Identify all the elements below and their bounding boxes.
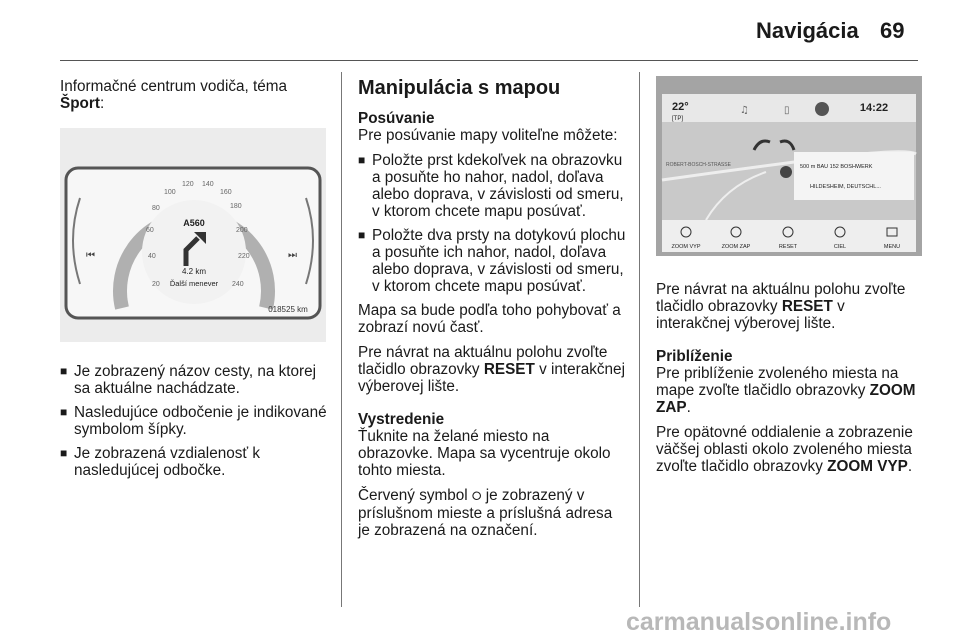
column-3	[656, 76, 922, 475]
spacer	[656, 332, 922, 348]
list-item: ■ Je zobrazená vzdialenosť k nasledujúcej odbočke.	[60, 445, 328, 479]
cluster-tick: 20	[152, 281, 160, 288]
zoom-out-paragraph	[656, 424, 922, 475]
reset-text: Pre návrat na aktuálnu polohu zvoľte tlačidlo obrazovky	[656, 281, 906, 315]
reset-text-end: v interakčnej výberovej lište.	[656, 298, 845, 332]
page-number: 69	[880, 18, 905, 43]
zoom-in-paragraph	[656, 365, 922, 416]
reset-paragraph	[358, 344, 626, 395]
column-2	[358, 76, 626, 539]
cluster-tick: 240	[232, 281, 244, 288]
nav-icon: ♫	[740, 105, 749, 116]
subheading-posuvanie: Posúvanie	[358, 110, 435, 127]
target-circle-icon: ⭘	[471, 489, 482, 503]
list-item: ■ Položte prst kdekoľvek na obrazovku a posuňte ho nahor, nadol, doľava alebo doprava, v závislosti od smeru, v ktorom chcete mapu posúvať.	[358, 152, 626, 220]
cluster-tick: 200	[236, 227, 248, 234]
column-divider-left	[341, 72, 342, 607]
watermark: carmanualsonline.info	[626, 608, 892, 636]
cluster-tick: 60	[146, 227, 154, 234]
reset-button-label: RESET	[781, 298, 833, 315]
cluster-road-name: A560	[183, 218, 205, 228]
nav-tp-label: [TP]	[672, 116, 684, 122]
spacer	[358, 395, 626, 411]
zoom-in-text: Pre priblíženie zvoleného miesta na mape zvoľte tlačidlo obrazovky	[656, 365, 899, 399]
column-divider-right	[639, 72, 640, 607]
spacer	[656, 416, 922, 424]
cluster-tick: 100	[164, 189, 176, 196]
nav-temperature: 22°	[672, 101, 689, 113]
cluster-intro-text: Informačné centrum vodiča, téma	[60, 78, 288, 95]
zoom-in-button[interactable]: ZOOM ZAP	[721, 244, 751, 250]
map-move-text: Mapa sa bude podľa toho pohybovať a zobrazí novú časť.	[358, 302, 621, 336]
list-item: ■ Je zobrazený názov cesty, na ktorej sa aktuálne nachádzate.	[60, 363, 328, 397]
reset-button[interactable]: RESET	[778, 244, 798, 250]
cluster-tick: 40	[148, 253, 156, 260]
zoom-in-text-end: .	[686, 399, 691, 416]
red-symbol-text: Červený symbol	[358, 487, 468, 504]
list-item: ■ Nasledujúce odbočenie je indikované symbolom šípky.	[60, 404, 328, 438]
red-symbol-paragraph	[358, 487, 626, 539]
red-symbol-text-end: je zobrazený v príslušnom mieste a príslušná adresa je zobrazená na označení.	[358, 487, 613, 539]
nav-info-line1: 500 m BAU 152 BOSHWERK	[800, 164, 873, 170]
cluster-odometer: 018525 km	[268, 305, 308, 314]
zoom-out-button[interactable]: ZOOM VYP	[671, 244, 701, 250]
list-item: ■ Položte dva prsty na dotykovú plochu a posuňte ich nahor, nadol, doľava alebo doprava, v závislosti od smeru, v ktorom chcete mapu posúvať.	[358, 227, 626, 295]
page-header-title: Navigácia	[756, 18, 859, 43]
cluster-next-turn: Ďalší menever	[169, 279, 219, 288]
skip-forward-icon: ⏭	[288, 250, 297, 261]
navigation-screen-image	[656, 76, 922, 256]
cluster-tick: 140	[202, 181, 214, 188]
nav-street-name: ROBERT-BOSCH-STRASSE	[666, 162, 731, 168]
cluster-intro-theme: Šport	[60, 95, 100, 112]
nav-info-line2: HILDESHEIM, DEUTSCHL...	[810, 184, 881, 190]
spacer	[358, 479, 626, 487]
cluster-tick: 120	[182, 181, 194, 188]
spacer	[358, 144, 626, 152]
vystredenie-text: Ťuknite na želané miesto na obrazovke. Mapa sa vycentruje okolo tohto miesta.	[358, 428, 611, 479]
cluster-intro-colon: :	[99, 95, 105, 112]
nav-time: 14:22	[859, 102, 889, 114]
subheading-priblizenie: Priblíženie	[656, 348, 733, 365]
zoom-out-text: Pre opätovné oddialenie a zobrazenie väčšej oblasti okolo zvoleného miesta zvoľte tlačidlo obrazovky	[656, 424, 913, 475]
zoom-out-text-end: .	[907, 458, 913, 475]
info-icon	[815, 102, 829, 116]
pan-bullet-list	[358, 152, 626, 295]
spacer	[358, 336, 626, 344]
phone-icon: ▯	[784, 105, 790, 116]
menu-button[interactable]: MENU	[883, 244, 901, 250]
cluster-distance: 4.2 km	[181, 267, 207, 276]
map-position-marker-icon	[780, 166, 792, 178]
zoom-in-button-label: ZOOM ZAP	[656, 382, 916, 416]
reset-paragraph	[656, 281, 922, 332]
reset-button-label: RESET	[483, 361, 535, 378]
cluster-tick: 160	[220, 189, 232, 196]
section-heading: Manipulácia s mapou	[358, 77, 561, 99]
cluster-tick: 220	[238, 253, 250, 260]
posuvanie-intro: Pre posúvanie mapy voliteľne môžete:	[358, 127, 618, 144]
zoom-out-button-label: ZOOM VYP	[827, 458, 908, 475]
driver-info-cluster-image	[60, 128, 326, 342]
destination-button[interactable]: CIEL	[833, 244, 847, 250]
cluster-bullet-list	[60, 363, 328, 479]
reset-text-end: v interakčnej výberovej lište.	[358, 361, 625, 395]
cluster-tick: 180	[230, 203, 242, 210]
reset-text: Pre návrat na aktuálnu polohu zvoľte tlačidlo obrazovky	[358, 344, 608, 378]
header-rule	[60, 60, 918, 61]
cluster-tick: 80	[152, 205, 160, 212]
skip-back-icon: ⏮	[86, 250, 95, 261]
subheading-vystredenie: Vystredenie	[358, 411, 445, 428]
column-1	[60, 78, 328, 486]
cluster-intro	[60, 78, 328, 112]
